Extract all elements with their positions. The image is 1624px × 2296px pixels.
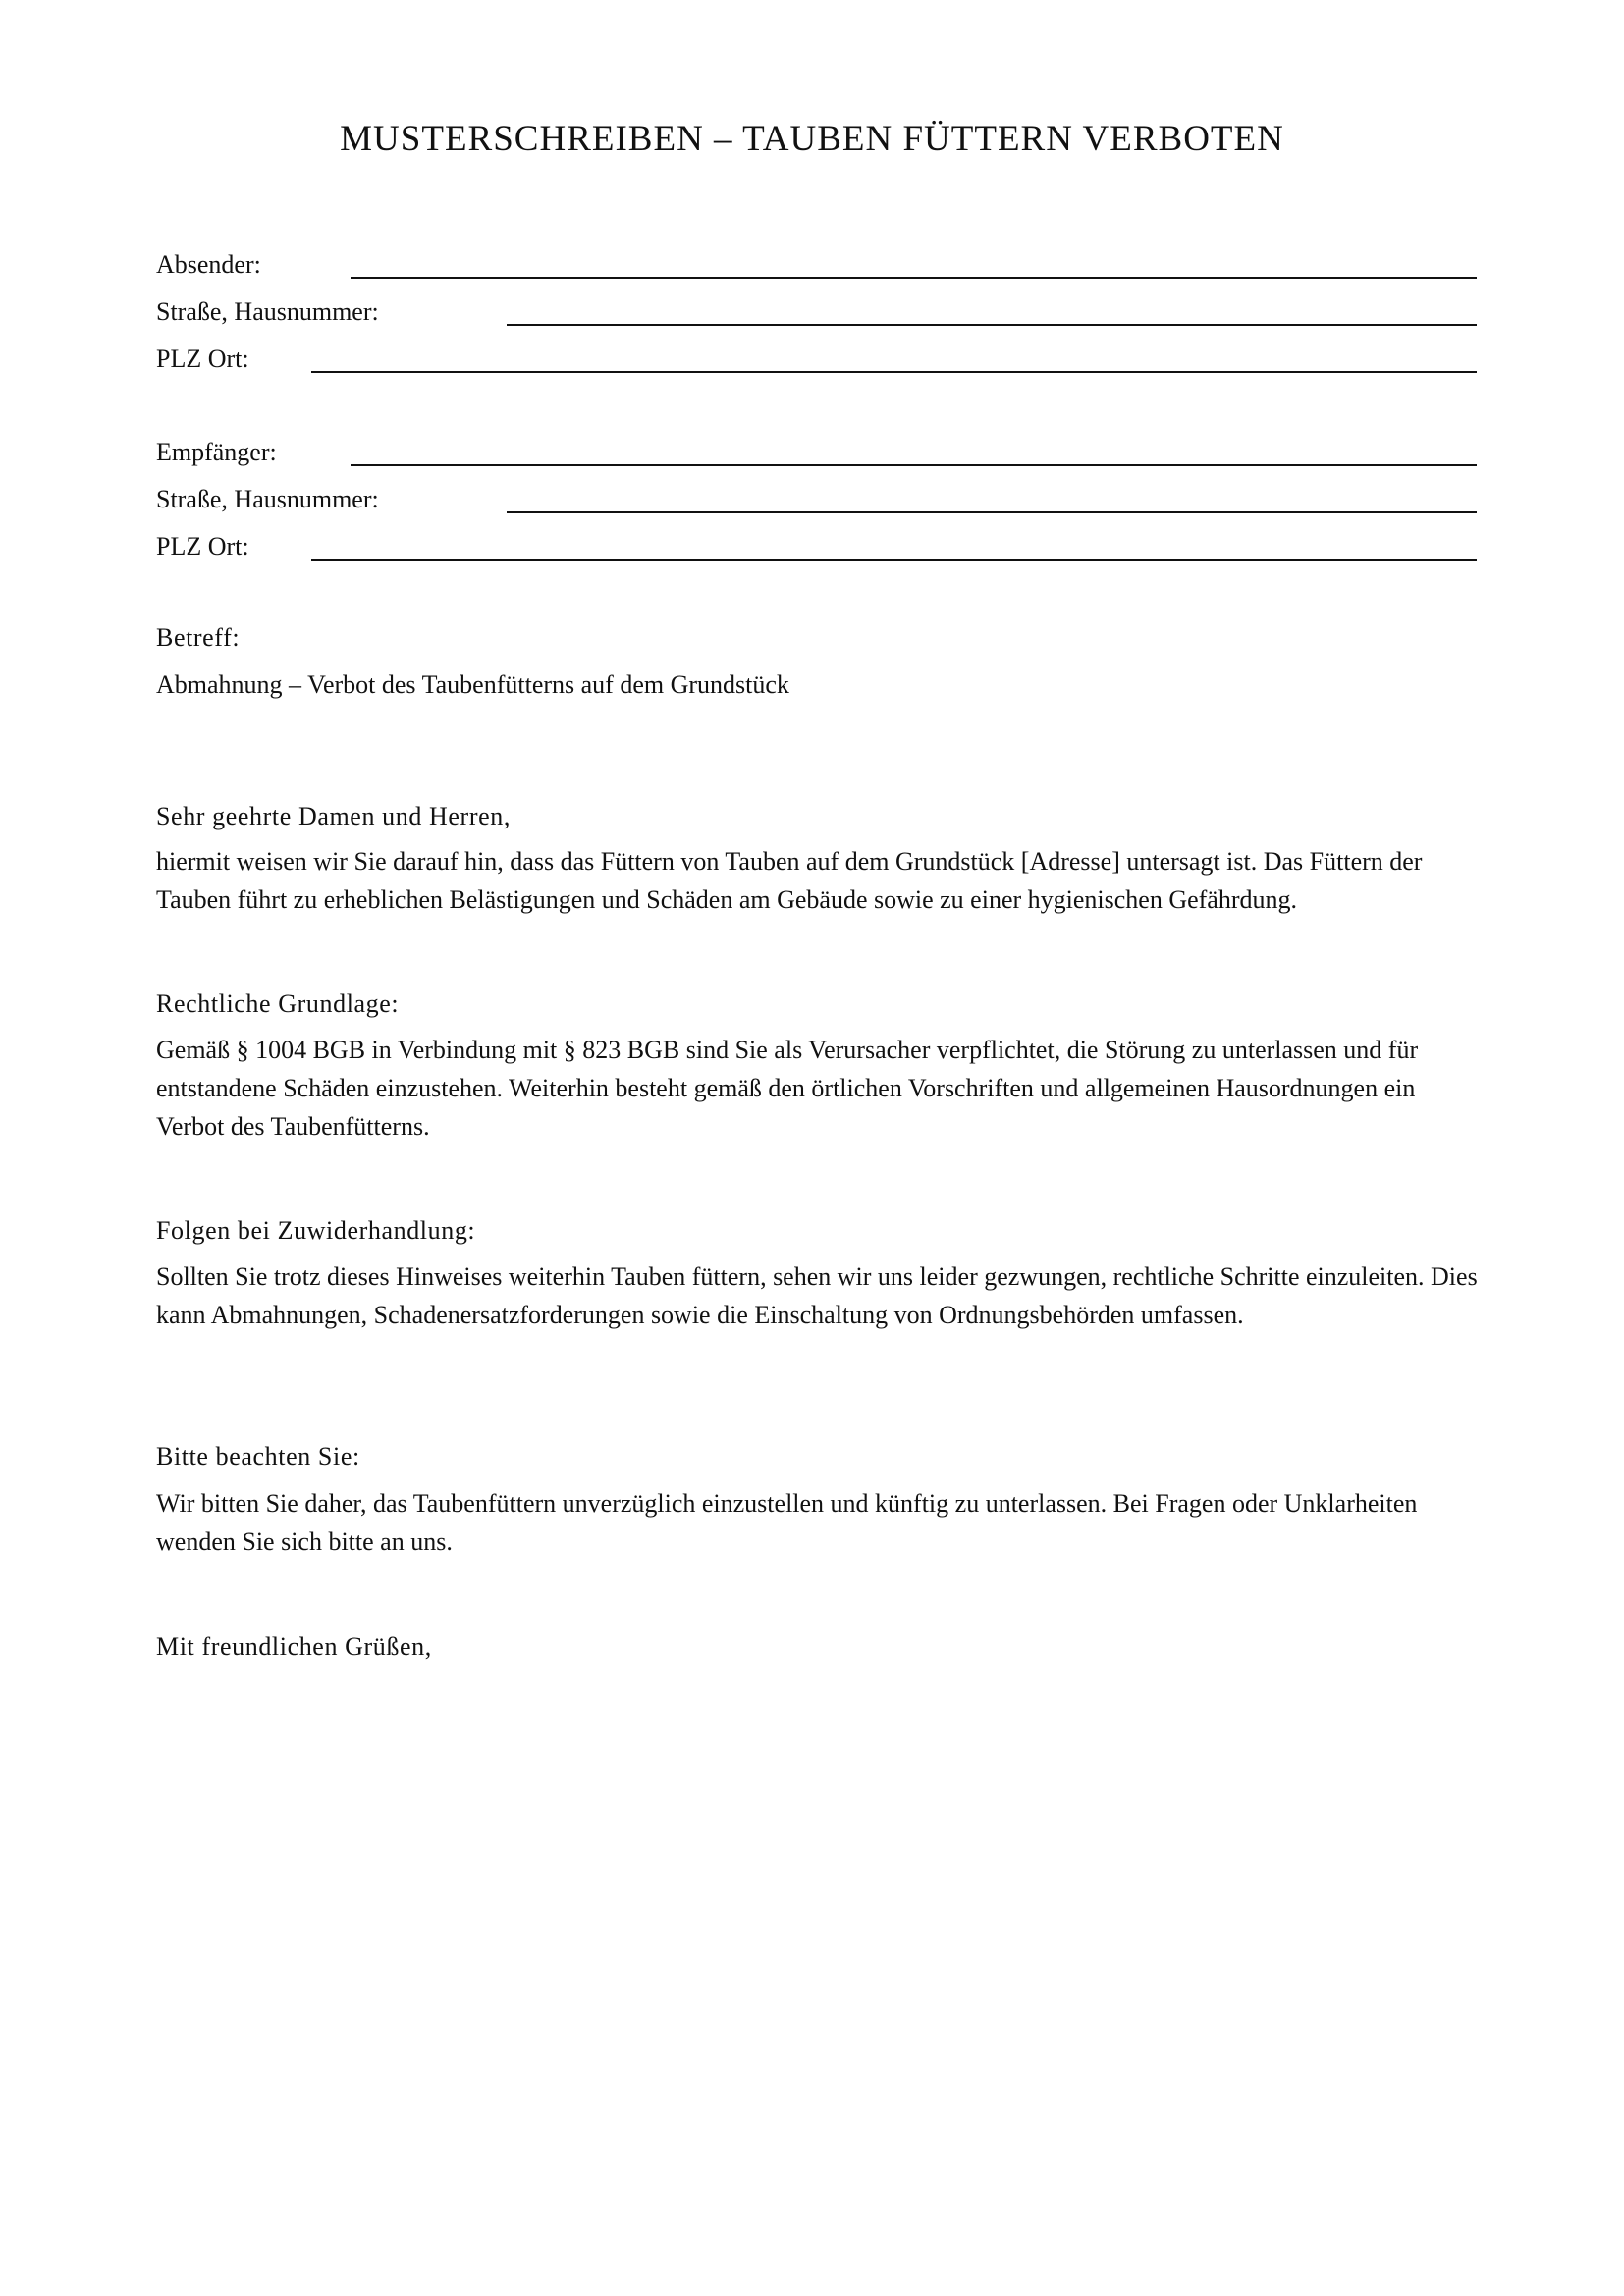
recipient-name-field[interactable] — [351, 464, 1477, 466]
recipient-street-label: Straße, Hausnummer: — [156, 485, 379, 513]
recipient-street-row — [156, 482, 1477, 521]
sender-city-label: PLZ Ort: — [156, 345, 249, 373]
section-heading-please-note: Bitte beachten Sie: — [156, 1442, 360, 1470]
section-text-legal-basis: Gemäß § 1004 BGB in Verbindung mit § 823 BGB sind Sie als Verursacher verpflichtet, die Störung zu unterlassen und für entstandene Schäden einzustehen. Weiterhin besteht gemäß den örtlichen Vorschriften und allgemeinen Hausordnungen ein Verbot des Taubenfütterns. — [156, 1036, 1419, 1141]
recipient-name-row — [156, 435, 1477, 474]
section-text-consequences: Sollten Sie trotz dieses Hinweises weiterhin Tauben füttern, sehen wir uns leider gezwungen, rechtliche Schritte einzuleiten. Dies kann Abmahnungen, Schadenersatzforderungen sowie die Einschaltung von Ordnungsbehörden umfassen. — [156, 1262, 1478, 1329]
sender-street-row — [156, 294, 1477, 334]
sender-street-field[interactable] — [507, 324, 1477, 326]
section-text-please-note: Wir bitten Sie daher, das Taubenfüttern unverzüglich einzustellen und künftig zu unterlassen. Bei Fragen oder Unklarheiten wenden Sie sich bitte an uns. — [156, 1489, 1418, 1556]
subject-label: Betreff: — [156, 623, 241, 652]
closing: Mit freundlichen Grüßen, — [156, 1632, 432, 1661]
sender-street-label: Straße, Hausnummer: — [156, 297, 379, 326]
subject-text: Abmahnung – Verbot des Taubenfütterns auf dem Grundstück — [156, 670, 789, 699]
section-heading-consequences: Folgen bei Zuwiderhandlung: — [156, 1216, 476, 1245]
sender-city-row — [156, 342, 1477, 381]
recipient-street-field[interactable] — [507, 511, 1477, 513]
recipient-city-row — [156, 529, 1477, 568]
intro-paragraph: hiermit weisen wir Sie darauf hin, dass das Füttern von Tauben auf dem Grundstück [Adresse] untersagt ist. Das Füttern der Tauben führt zu erheblichen Belästigungen und Schäden am Gebäude sowie zu einer hygienischen Gefährdung. — [156, 847, 1423, 914]
recipient-city-field[interactable] — [311, 559, 1477, 561]
recipient-city-label: PLZ Ort: — [156, 532, 249, 561]
recipient-name-label: Empfänger: — [156, 438, 277, 466]
sender-name-field[interactable] — [351, 277, 1477, 279]
section-heading-legal-basis: Rechtliche Grundlage: — [156, 989, 400, 1018]
sender-city-field[interactable] — [311, 371, 1477, 373]
sender-name-row — [156, 247, 1477, 287]
document-title: MUSTERSCHREIBEN – TAUBEN FÜTTERN VERBOTEN — [340, 119, 1284, 159]
salutation: Sehr geehrte Damen und Herren, — [156, 802, 511, 830]
sender-name-label: Absender: — [156, 250, 261, 279]
